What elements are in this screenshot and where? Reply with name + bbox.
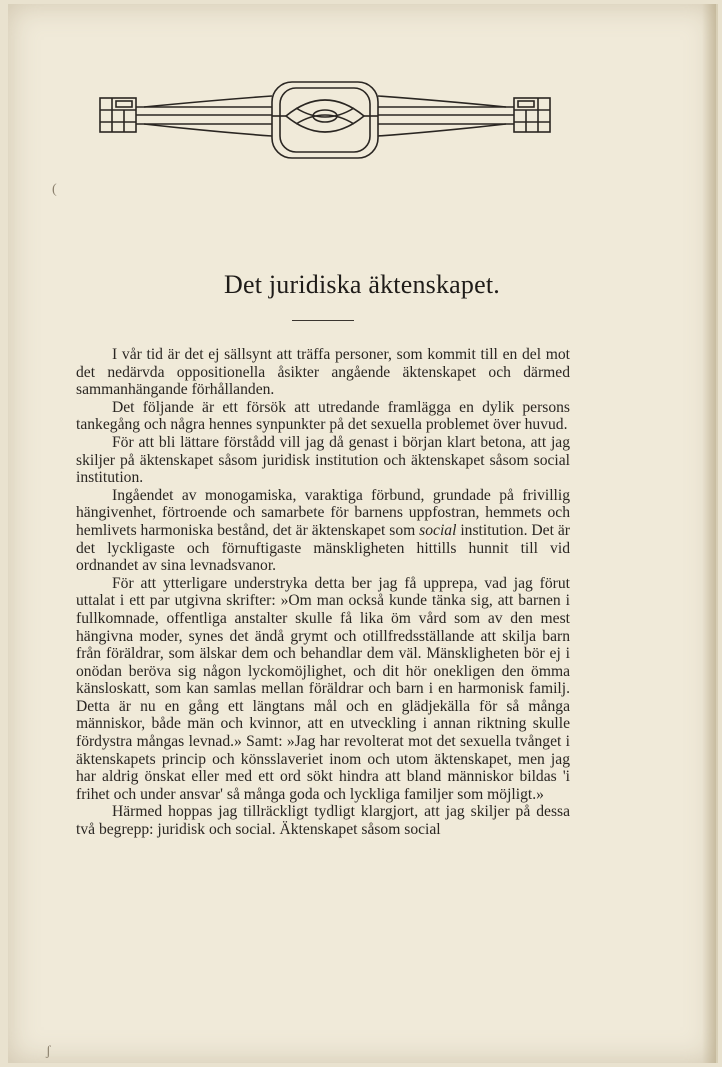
ornament-center-medallion bbox=[272, 82, 378, 158]
chapter-title: Det juridiska äktenskapet. bbox=[224, 270, 500, 299]
margin-pencil-mark-bottom: ʃ bbox=[46, 1044, 51, 1059]
book-page bbox=[8, 4, 718, 1063]
paragraph: För att ytterligare understryka detta ber jag få upprepa, vad jag förut uttalat i ett par utgivna skrifter: »Om man också kunde tänka sig, att barnen i fullkomnade, offentliga anstalter skulle få lika öm vård som av den mest hängivna moder, synes det ändå grymt och otillfredsställande att skilja barn från föräldrar, som älskar dem och behandlar dem väl. Mänskligheten bör ej i onödan beröva sig någon lyckomöjlighet, och dit hör onekligen den ömma känsloskatt, som kan samlas mellan föräldrar och barn i en harmonisk familj. Detta är nu en gång ett längtans mål och en glädjekälla för så många människor, både män och kvinnor, att en utveckling i annan riktning skulle fördystra mångas levnad.» Samt: »Jag har revolterat mot det sexuella tvånget i äktenskapets princip och könsslaveriet inom och utom äktenskapet, men jag har aldrig önskat eller med ett ord sökt hindra att bland människor bildas 'i frihet och under ansvar' så många goda och lyckliga familjer som möjligt.» bbox=[76, 574, 570, 803]
paragraph: Härmed hoppas jag tillräckligt tydligt klargjort, att jag skiljer på dessa två begrepp: juridisk och social. Äktenskapet såsom social bbox=[76, 803, 570, 839]
title-divider bbox=[292, 320, 354, 321]
ornament-left-grid bbox=[100, 98, 136, 132]
paragraph: För att bli lättare förstådd vill jag då genast i början klart betona, att jag skiljer på äktenskapet såsom juridisk institution och äktenskapet såsom social institution. bbox=[76, 433, 570, 487]
body-text bbox=[76, 346, 570, 839]
paragraph: Ingåendet av monogamiska, varaktiga förbund, grundade på frivillig hängivenhet, förtroende och samarbete för barnens uppfostran, hemmets och hemlivets harmoniska bestånd, det är äktenskapet som social institution. Det är det lyckligaste och förnuftigaste mänskligheten hittills hunnit till vid ordnandet av sina levnadsvanor. bbox=[76, 486, 570, 575]
margin-pencil-mark: ( bbox=[52, 182, 57, 197]
paragraph: Det följande är ett försök att utredande framlägga en dylik persons tankegång och några hennes synpunkter på det sexuella problemet över huvud. bbox=[76, 398, 570, 434]
paragraph: I vår tid är det ej sällsynt att träffa personer, som kommit till en del mot det nedärvda oppositionella åsikter angående äktenskapet och därmed sammanhängande förhållanden. bbox=[76, 346, 570, 399]
italic-word: social bbox=[419, 521, 457, 539]
ornament-headpiece bbox=[96, 78, 554, 162]
ornament-rules bbox=[136, 96, 514, 136]
ornament-right-grid bbox=[514, 98, 550, 132]
